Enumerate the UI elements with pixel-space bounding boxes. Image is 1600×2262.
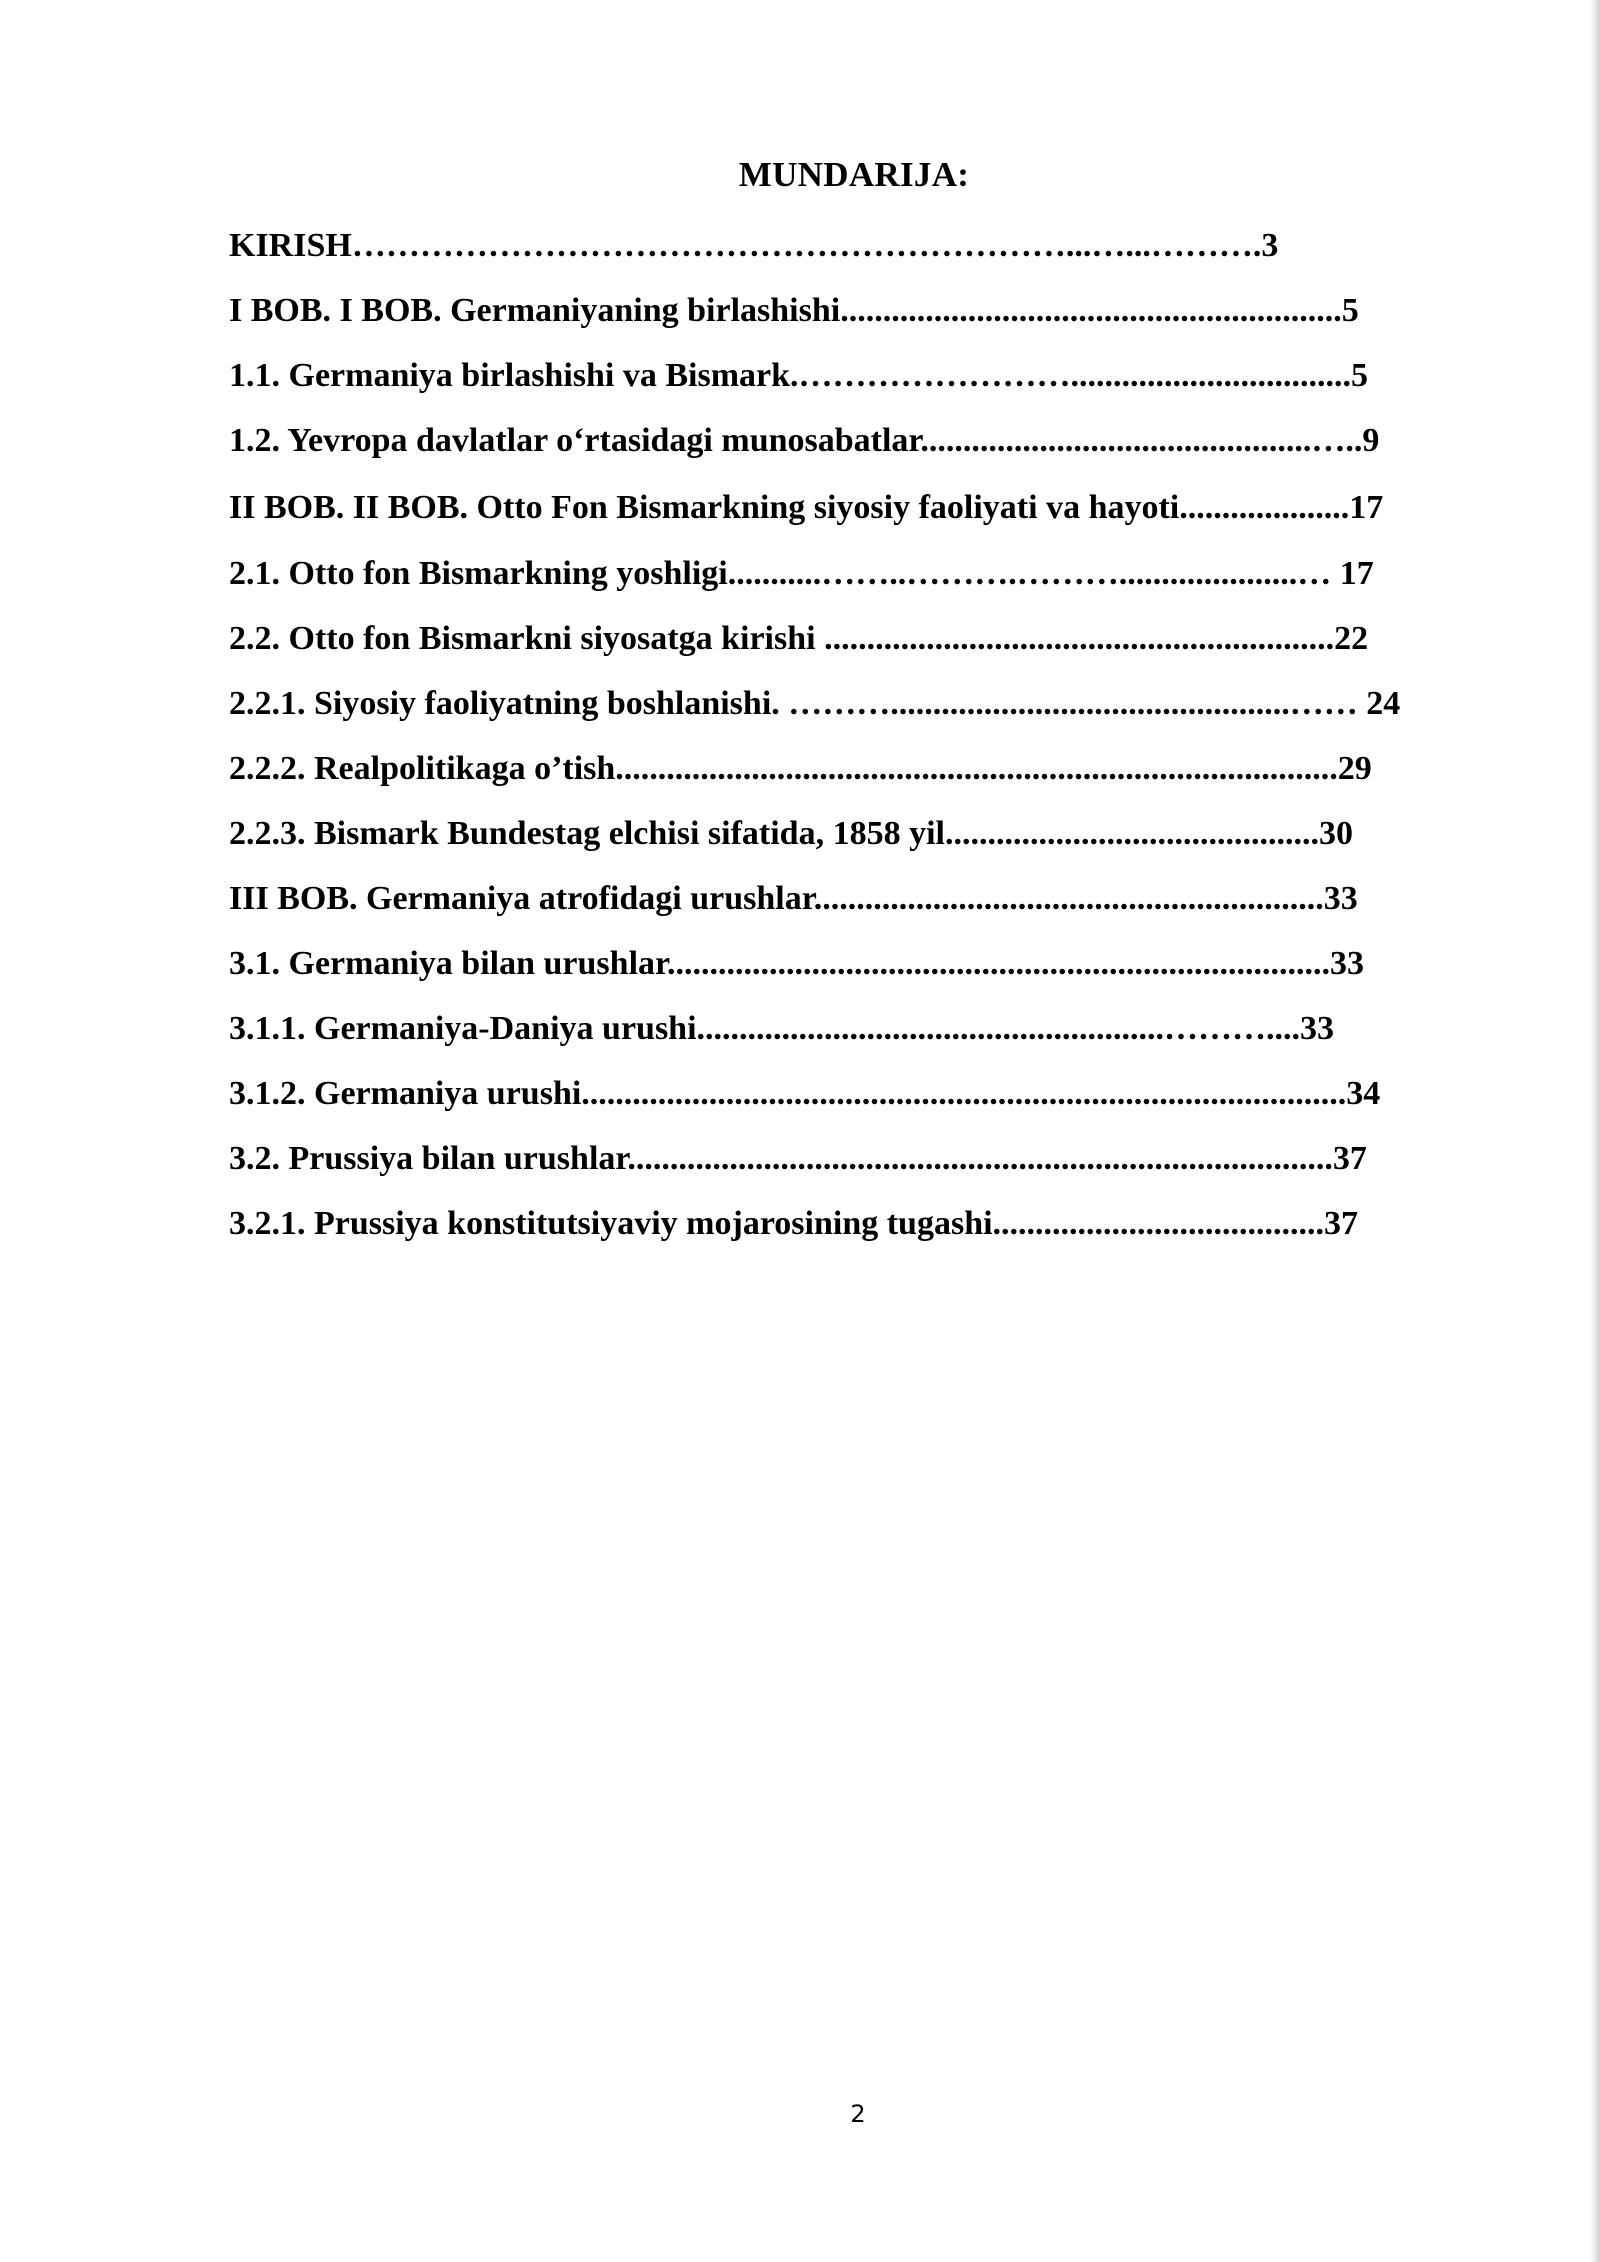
toc-entry-2-2: 2.2. Otto fon Bismarkni siyosatga kirishi ............................................................22	[229, 620, 1369, 657]
toc-entry-chapter-3: III BOB. Germaniya atrofidagi urushlar............................................................33	[229, 880, 1358, 917]
toc-entry-2-2-1: 2.2.1. Siyosiy faoliyatning boshlanishi. ………...............................................…… 24	[229, 685, 1401, 722]
toc-entry-3-2-1: 3.2.1. Prussiya konstitutsiyaviy mojarosining tugashi.......................................37	[229, 1205, 1359, 1242]
toc-entry-1-1: 1.1. Germaniya birlashishi va Bismark.…………………….................................5	[229, 357, 1369, 394]
toc-entry-chapter-1: I BOB. I BOB. Germaniyaning birlashishi...........................................................5	[229, 292, 1359, 329]
page-number: 2	[850, 2100, 866, 2128]
toc-entry-chapter-2: II BOB. II BOB. Otto Fon Bismarkning siyosiy faoliyati va hayoti....................17	[229, 489, 1384, 526]
table-of-contents	[229, 213, 1486, 1256]
toc-entry-3-1-1: 3.1.1. Germaniya-Daniya urushi.......................................................………....33	[229, 1010, 1335, 1047]
toc-title: MUNDARIJA:	[738, 155, 970, 194]
toc-entry-2-1: 2.1. Otto fon Bismarkning yoshligi...........……..……….……….....................… 17	[229, 555, 1374, 592]
toc-entry-kirish: KIRISH………………………………………………………...…...……….3	[229, 227, 1279, 264]
page-edge-shadow	[1590, 0, 1600, 2262]
toc-entry-1-2: 1.2. Yevropa davlatlar oʻrtasidagi munosabatlar..............................................…..9	[229, 422, 1380, 459]
toc-entry-3-1-2: 3.1.2. Germaniya urushi..........................................................................................34	[229, 1075, 1381, 1112]
toc-entry-2-2-3: 2.2.3. Bismark Bundestag elchisi sifatida, 1858 yil............................................30	[229, 815, 1353, 852]
toc-entry-3-1: 3.1. Germaniya bilan urushlar..............................................................................33	[229, 945, 1364, 982]
toc-entry-3-2: 3.2. Prussiya bilan urushlar...................................................................................37	[229, 1140, 1367, 1177]
toc-entry-2-2-2: 2.2.2. Realpolitikaga o’tish.....................................................................................29	[229, 750, 1372, 787]
